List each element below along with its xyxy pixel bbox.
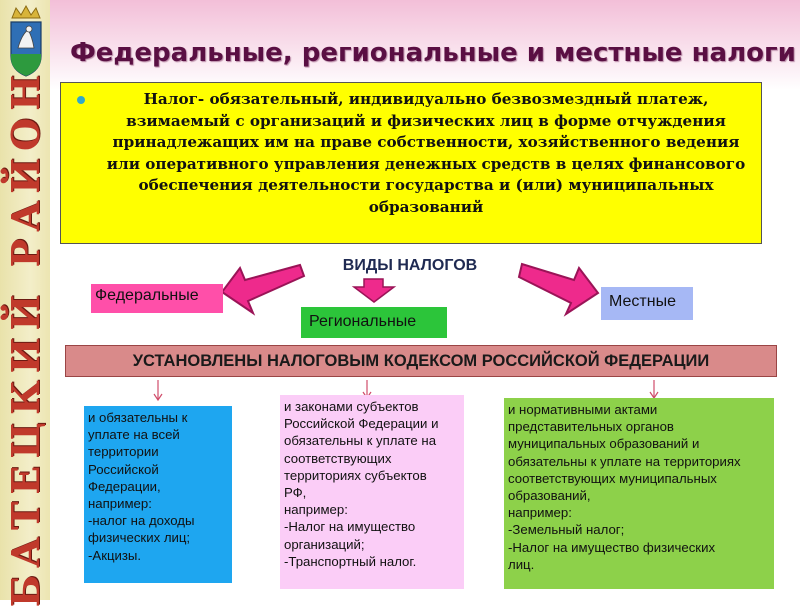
list-item: Федерации,	[88, 478, 161, 494]
list-item: -налог на доходы	[88, 513, 195, 529]
definition-text: Налог- обязательный, индивидуально безвозмездный платеж, взимаемый с организаций и физических лиц в форме отчуждения принадлежащих им на праве собственности, хозяйственного ведения или оперативного управления денежных средств в целях финансового обеспечения деятельности государства и (или) муниципальных образований	[101, 89, 751, 218]
type-federal-label: Федеральные	[91, 284, 223, 313]
list-item: обязательны к уплате на	[284, 433, 437, 449]
list-item: и обязательны к	[88, 410, 188, 425]
page-title: Федеральные, региональные и местные налоги	[70, 38, 796, 68]
list-item: -Транспортный налог.	[284, 553, 417, 569]
list-item: муниципальных образований и	[508, 436, 700, 452]
sidebar-text: БАТЕЦКИЙ РАЙОН	[2, 68, 48, 608]
list-item: образований,	[508, 488, 591, 504]
list-item: соответствующих	[284, 450, 392, 466]
type-regional-label: Региональные	[301, 307, 447, 338]
arrow-down-icon	[354, 279, 394, 302]
list-item: -Акцизы.	[88, 547, 142, 563]
list-item: РФ,	[284, 485, 307, 501]
list-item: Российской	[88, 461, 159, 477]
regional-column	[280, 395, 464, 589]
arrow-left-icon	[222, 265, 304, 313]
list-item: физических лиц;	[88, 530, 191, 546]
list-item: например:	[508, 505, 572, 521]
list-item: территории	[88, 444, 159, 460]
list-item: уплате на всей	[88, 427, 180, 443]
types-heading: ВИДЫ НАЛОГОВ	[342, 257, 478, 274]
list-item: -Налог на имущество	[284, 519, 416, 535]
arrow-right-icon	[519, 264, 598, 314]
list-item: -Налог на имущество физических	[508, 539, 716, 555]
list-item: Российской Федерации и	[284, 416, 439, 432]
list-item: лиц.	[508, 556, 535, 572]
list-item: например:	[284, 502, 348, 518]
type-local-label: Местные	[601, 287, 693, 320]
list-item: соответствующих муниципальных	[508, 470, 717, 486]
list-item: организаций;	[284, 536, 365, 552]
list-item: -Земельный налог;	[508, 522, 625, 538]
tax-code-banner: УСТАНОВЛЕНЫ НАЛОГОВЫМ КОДЕКСОМ РОССИЙСКОЙ ФЕДЕРАЦИИ	[65, 345, 777, 377]
list-item: обязательны к уплате на территориях	[508, 453, 741, 469]
list-item: представительных органов	[508, 419, 674, 435]
list-item: и нормативными актами	[508, 402, 658, 417]
local-column	[504, 398, 774, 589]
list-item: например:	[88, 496, 152, 512]
list-item: и законами субъектов	[284, 399, 419, 414]
list-item: территориях субъектов	[284, 467, 427, 483]
federal-column	[84, 406, 232, 583]
